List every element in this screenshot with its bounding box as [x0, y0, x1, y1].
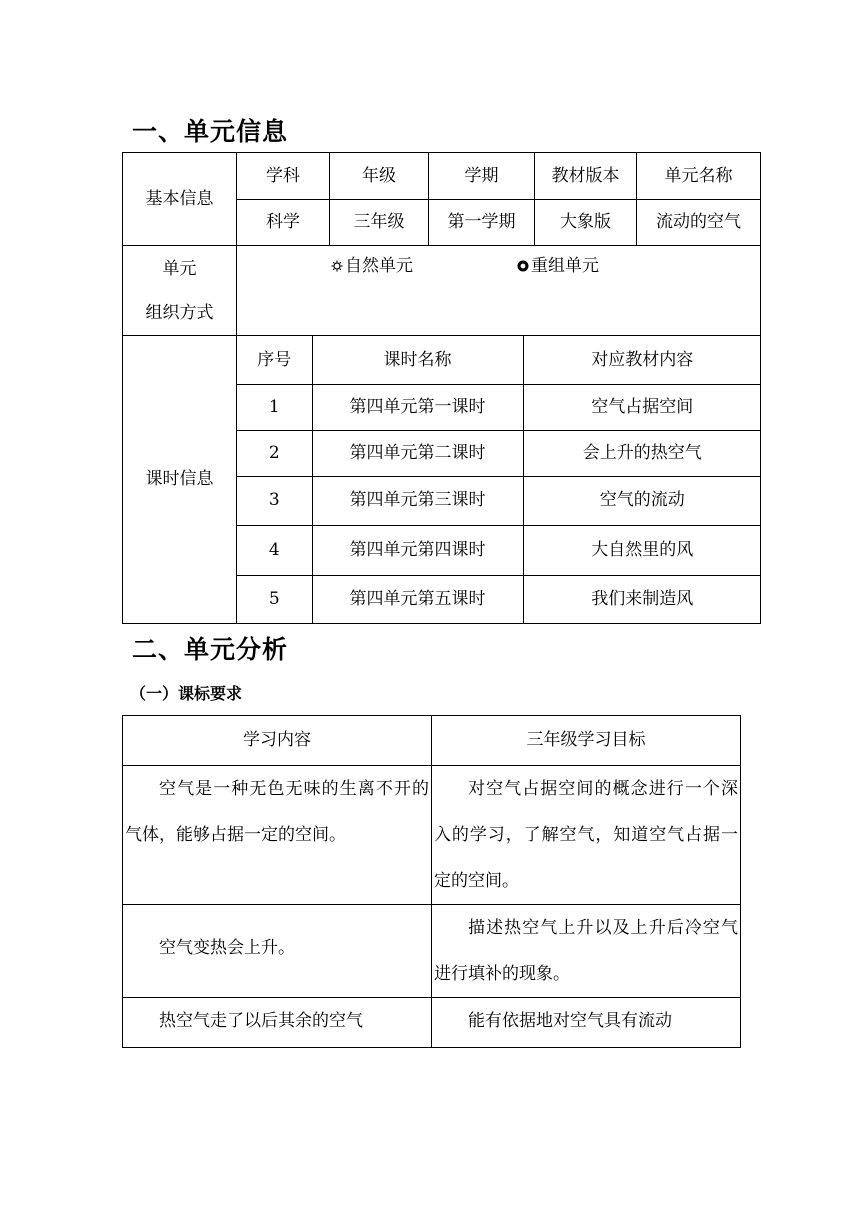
- lesson-table: [237, 336, 761, 623]
- lesson-no: 1: [237, 384, 312, 430]
- org-label-line2: 组织方式: [145, 302, 214, 323]
- header-edition: 教材版本: [535, 153, 637, 200]
- table-row: [123, 766, 741, 905]
- table-row: [123, 998, 741, 1048]
- value-grade: 三年级: [330, 200, 429, 246]
- standards-header-content: 学习内容: [123, 716, 432, 766]
- lesson-content: 会上升的热空气: [523, 430, 761, 476]
- table-row: [123, 905, 741, 998]
- table-row: [237, 384, 761, 430]
- option-reorganized-label: 重组单元: [531, 256, 599, 276]
- section-title-unit-analysis: 二、单元分析: [132, 635, 289, 664]
- radio-natural-unit[interactable]: [331, 256, 413, 276]
- lesson-no: 4: [237, 525, 312, 575]
- standards-content-3: 热空气走了以后其余的空气: [159, 1011, 363, 1031]
- standards-goal-1: 对空气占据空间的概念进行一个深入的学习，了解空气，知道空气占据一定的空间。: [434, 779, 738, 891]
- lesson-info-cell: [237, 336, 761, 624]
- lesson-header-name: 课时名称: [312, 336, 523, 384]
- table-row: [237, 575, 761, 623]
- standards-content-2: 空气变热会上升。: [159, 938, 295, 958]
- standards-goal-2: 描述热空气上升以及上升后冷空气进行填补的现象。: [434, 918, 738, 984]
- lesson-name: 第四单元第三课时: [312, 476, 523, 525]
- lesson-header-content: 对应教材内容: [523, 336, 761, 384]
- basic-info-label: 基本信息: [123, 153, 237, 246]
- lesson-content: 空气占据空间: [523, 384, 761, 430]
- org-label-line1: 单元: [162, 258, 197, 279]
- lesson-name: 第四单元第五课时: [312, 575, 523, 623]
- subsection-title-standards: （一）课标要求: [130, 684, 243, 703]
- lesson-name: 第四单元第二课时: [312, 430, 523, 476]
- standards-header-goal: 三年级学习目标: [432, 716, 741, 766]
- unit-info-table: [122, 152, 761, 624]
- standards-content-1: 空气是一种无色无味的生离不开的气体，能够占据一定的空间。: [125, 779, 429, 845]
- radio-sun-icon: [331, 260, 343, 272]
- value-edition: 大象版: [535, 200, 637, 246]
- header-grade: 年级: [330, 153, 429, 200]
- value-unit-name: 流动的空气: [637, 200, 761, 246]
- table-row: [237, 430, 761, 476]
- table-row: [237, 476, 761, 525]
- section-title-unit-info: 一、单元信息: [132, 117, 289, 146]
- option-natural-label: 自然单元: [345, 256, 413, 276]
- standards-goal-3: 能有依据地对空气具有流动: [468, 1011, 672, 1031]
- lesson-no: 5: [237, 575, 312, 623]
- lesson-no: 3: [237, 476, 312, 525]
- lesson-content: 空气的流动: [523, 476, 761, 525]
- value-subject: 科学: [237, 200, 330, 246]
- standards-table: [122, 715, 741, 1048]
- value-term: 第一学期: [429, 200, 535, 246]
- lesson-info-label: 课时信息: [123, 336, 237, 624]
- lesson-name: 第四单元第四课时: [312, 525, 523, 575]
- header-term: 学期: [429, 153, 535, 200]
- org-label: [123, 246, 237, 336]
- lesson-name: 第四单元第一课时: [312, 384, 523, 430]
- table-row: [237, 525, 761, 575]
- lesson-header-no: 序号: [237, 336, 312, 384]
- org-options: [237, 246, 761, 336]
- radio-selected-icon: [517, 260, 529, 272]
- lesson-content: 大自然里的风: [523, 525, 761, 575]
- header-unit-name: 单元名称: [637, 153, 761, 200]
- header-subject: 学科: [237, 153, 330, 200]
- radio-reorganized-unit[interactable]: [517, 256, 599, 276]
- lesson-content: 我们来制造风: [523, 575, 761, 623]
- lesson-no: 2: [237, 430, 312, 476]
